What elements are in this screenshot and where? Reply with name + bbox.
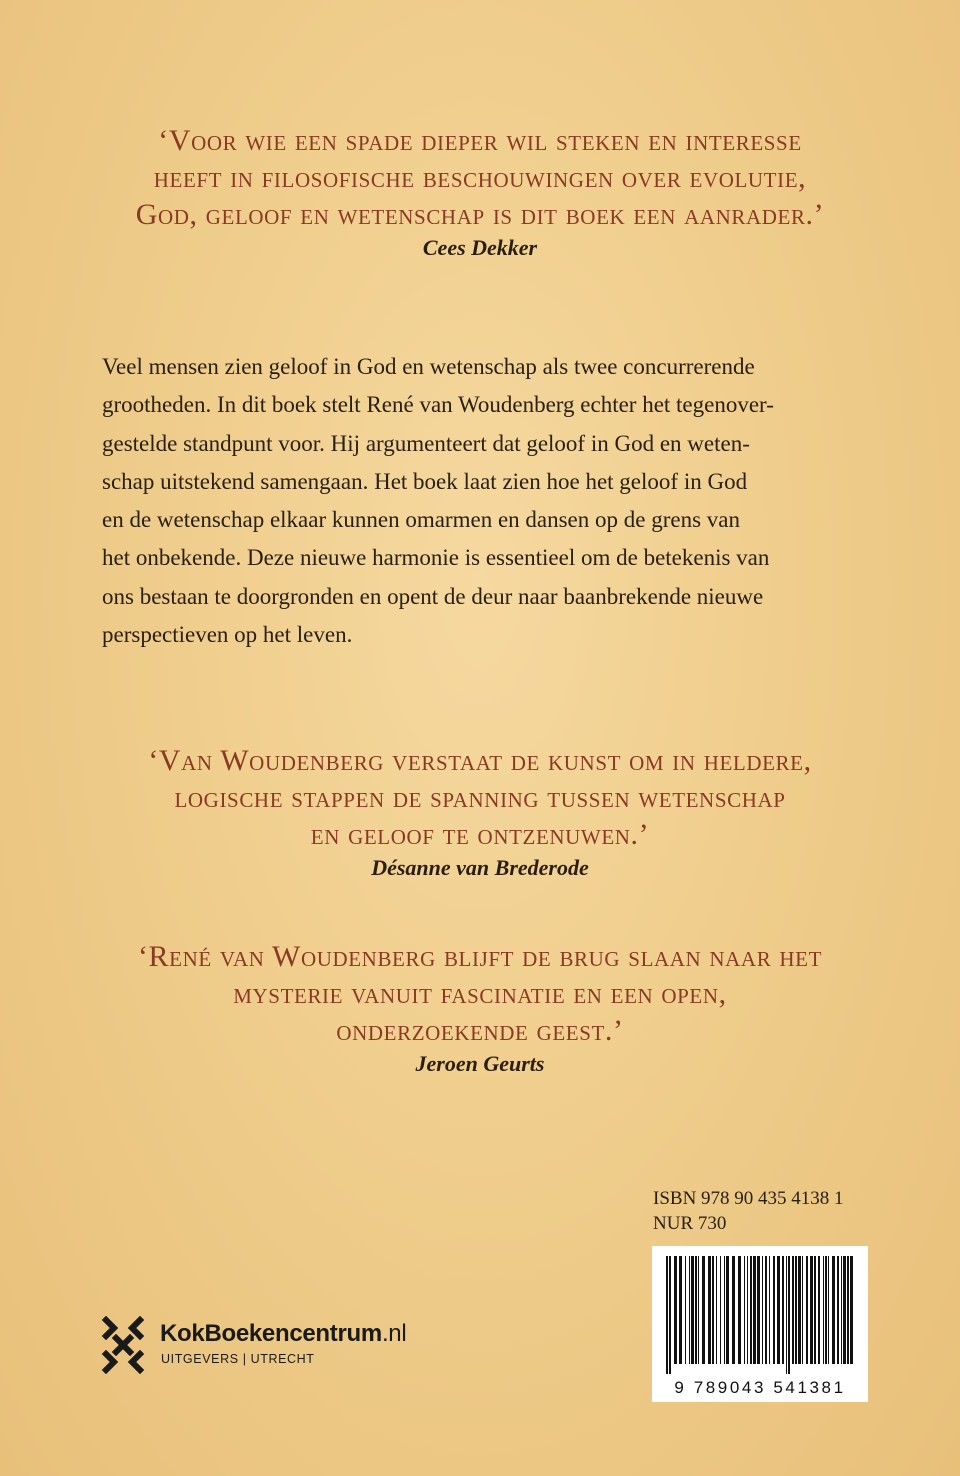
quote-line: mysterie vanuit fascinatie en een open, <box>233 977 727 1010</box>
barcode-bar <box>679 1256 682 1364</box>
barcode-bar <box>762 1256 763 1364</box>
barcode-bar <box>689 1256 690 1364</box>
quote-line: ‘Van Woudenberg verstaat de kunst om in heldere, <box>148 744 812 777</box>
barcode-bar <box>698 1256 699 1364</box>
quote-author: Jeroen Geurts <box>415 1051 545 1076</box>
barcode-bar <box>708 1256 711 1364</box>
barcode-bar <box>702 1256 705 1364</box>
barcode-bar <box>747 1256 748 1364</box>
quote-line: heeft in filosofische beschouwingen over evolutie, <box>153 161 807 194</box>
barcode-bar <box>695 1256 697 1364</box>
description-line: en de wetenschap elkaar kunnen omarmen en dansen op de grens van <box>102 507 741 533</box>
description-line: het onbekende. Deze nieuwe harmonie is essentieel om de betekenis van <box>102 545 770 571</box>
barcode-bar <box>832 1256 835 1364</box>
barcode-bar <box>850 1256 853 1364</box>
nur-code: NUR 730 <box>653 1213 727 1234</box>
quote-line: onderzoekende geest.’ <box>336 1014 624 1047</box>
barcode-bar <box>777 1256 780 1364</box>
barcode-bar <box>732 1256 735 1364</box>
isbn-number: ISBN 978 90 435 4138 1 <box>653 1188 844 1209</box>
isbn-block <box>653 1186 844 1236</box>
barcode-bar <box>828 1256 829 1364</box>
quote-jeroen-geurts <box>60 938 900 1079</box>
quote-desanne-van-brederode <box>60 742 900 883</box>
barcode-bar <box>847 1256 849 1364</box>
barcode-bar <box>720 1256 721 1364</box>
barcode-bar <box>841 1256 842 1364</box>
book-description <box>102 348 862 654</box>
barcode-bar <box>788 1256 790 1374</box>
barcode-bar <box>818 1256 820 1364</box>
barcode-bar <box>691 1256 694 1364</box>
barcode-bar <box>795 1256 797 1364</box>
quote-line: ‘Voor wie een spade dieper wil steken en interesse <box>158 124 802 157</box>
barcode-bar <box>712 1256 714 1364</box>
quote-cees-dekker <box>60 122 900 263</box>
quote-author: Cees Dekker <box>422 235 538 260</box>
barcode-bar <box>750 1256 752 1364</box>
description-line: grootheden. In dit boek stelt René van Woudenberg echter het tegenover- <box>102 392 774 418</box>
barcode-bar <box>792 1256 794 1364</box>
barcode-bar <box>769 1256 770 1364</box>
barcode-bar <box>753 1256 756 1364</box>
publisher-tld: .nl <box>381 1320 407 1347</box>
barcode-bar <box>825 1256 827 1364</box>
barcode-bar <box>685 1256 686 1364</box>
barcode-bar <box>726 1256 729 1364</box>
description-line: gestelde standpunt voor. Hij argumenteert dat geloof in God en weten- <box>102 430 750 456</box>
quote-line: en geloof te ontzenuwen.’ <box>310 818 650 851</box>
description-line: schap uitstekend samengaan. Het boek laat zien hoe het geloof in God <box>102 468 748 494</box>
quote-line: God, geloof en wetenschap is dit boek een aanrader.’ <box>135 198 825 231</box>
barcode-bar <box>798 1256 801 1364</box>
barcode-bar <box>806 1256 808 1364</box>
barcode-bar <box>744 1256 745 1364</box>
barcode-bar <box>823 1256 824 1364</box>
barcode-bar <box>810 1256 813 1364</box>
barcode-bar <box>773 1256 775 1364</box>
publisher-name-text: KokBoekencentrum <box>160 1320 382 1347</box>
kok-x-mark-icon <box>100 1316 146 1374</box>
barcode-bar <box>757 1256 760 1364</box>
quote-author: Désanne van Brederode <box>371 855 589 880</box>
barcode-bar <box>802 1256 803 1364</box>
barcode-bar <box>666 1256 668 1374</box>
barcode-bar <box>814 1256 816 1364</box>
barcode-bar <box>724 1256 725 1364</box>
barcode-bar <box>786 1256 787 1374</box>
barcode-bar <box>782 1256 784 1364</box>
barcode-bar <box>837 1256 839 1364</box>
barcode-bar <box>738 1256 741 1364</box>
barcode-bars-icon <box>660 1256 860 1374</box>
barcode-digits: 9 789043 541381 <box>674 1378 846 1397</box>
barcode-bar <box>674 1256 677 1364</box>
barcode-bar <box>669 1256 671 1374</box>
quote-line: logische stappen de spanning tussen wetenschap <box>174 781 786 814</box>
barcode-bar <box>843 1256 846 1364</box>
publisher-name <box>160 1320 406 1348</box>
barcode-bar <box>765 1256 767 1364</box>
quote-line: ‘René van Woudenberg blijft de brug slaan naar het <box>137 940 823 973</box>
barcode-bar <box>716 1256 717 1364</box>
barcode <box>652 1246 868 1402</box>
description-line: perspectieven op het leven. <box>102 622 353 648</box>
description-line: Veel mensen zien geloof in God en wetenschap als twee concurrerende <box>102 354 755 379</box>
publisher-subtitle: UITGEVERS | UTRECHT <box>161 1352 315 1366</box>
description-line: ons bestaan te doorgronden en opent de deur naar baanbrekende nieuwe <box>102 583 764 609</box>
